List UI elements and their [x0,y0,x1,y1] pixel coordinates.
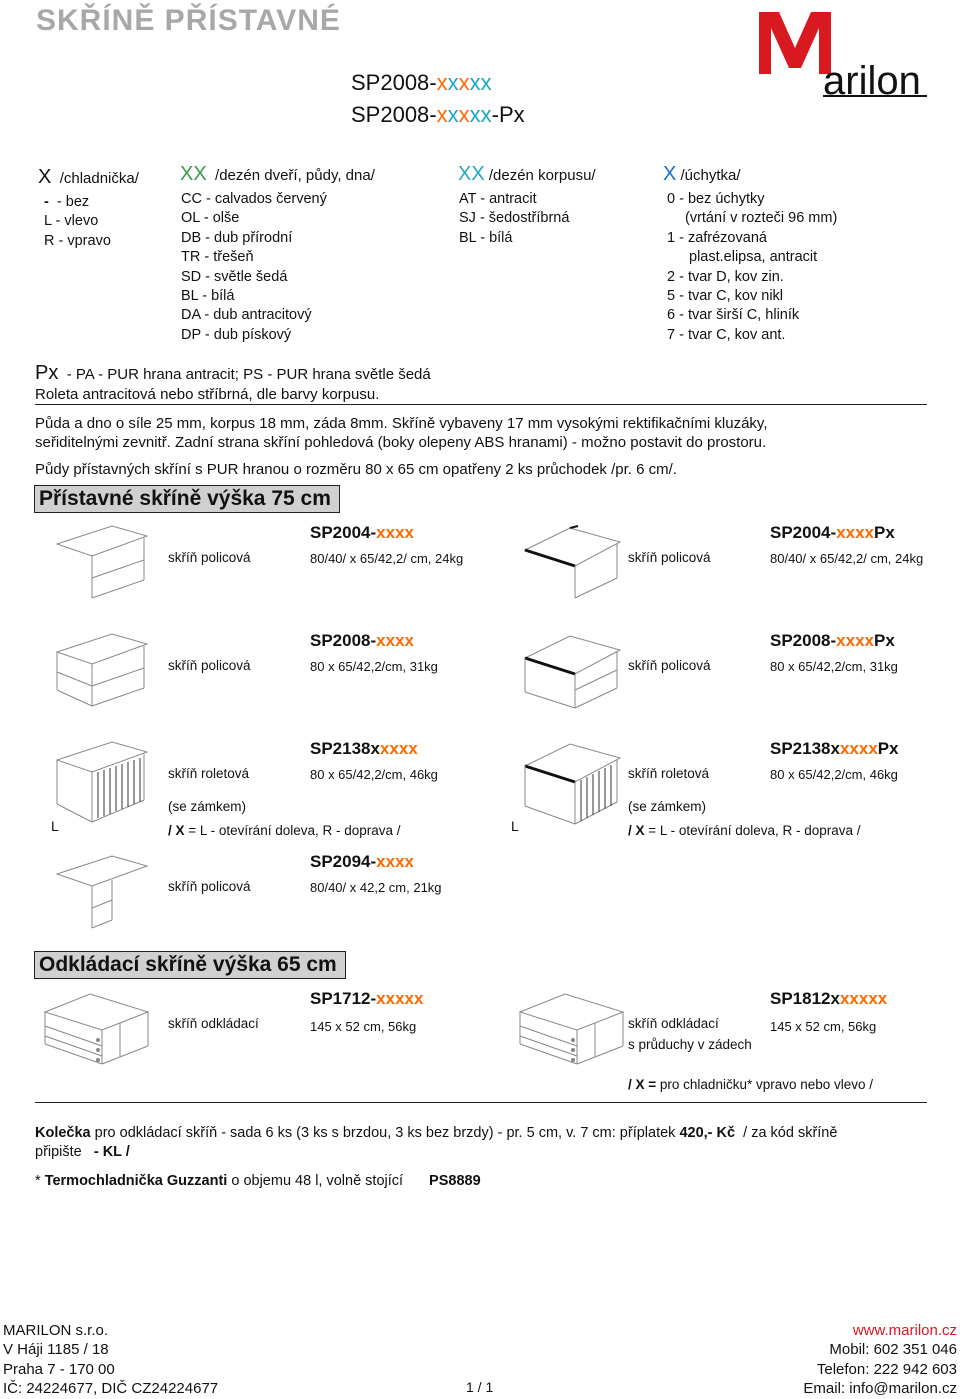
product-dims: 145 x 52 cm, 56kg [770,1019,877,1034]
note-1: Půda a dno o síle 25 mm, korpus 18 mm, záda 8mm. Skříně vybaveny 17 mm vysokými rektifikačními kluzáky, [35,415,768,432]
handle-options: 0 - bez úchytky (vrtání v rozteči 96 mm) 1 - zafrézovaná plast.elipsa, antracit 2 - tvar D, kov zin. 5 - tvar C, kov nikl 6 - tvar širší C, hliník 7 - tvar C, kov ant. [667,191,838,343]
px-note-line2: Roleta antracitová nebo stříbrná, dle barvy korpusu. [35,386,380,403]
product-type: skříň roletová [628,766,710,781]
product-dims: 145 x 52 cm, 56kg [310,1019,417,1034]
website-link[interactable]: www.marilon.cz [852,1322,957,1339]
fridge-note: / X = pro chladničku* vpravo nebo vlevo / [628,1077,874,1092]
fridge-options: - - bez L - vlevo R - vpravo [44,194,111,249]
email-link[interactable]: Email: info@marilon.cz [803,1380,957,1398]
model-code-2: SP2008-xxxxx-Px [351,102,525,127]
section-title-65: Odkládací skříně výška 65 cm [34,951,346,979]
product-type: skříň roletová [168,766,250,781]
product-dims: 80/40/ x 65/42,2/ cm, 24kg [310,551,464,566]
footer-contacts: www.marilon.cz Mobil: 602 351 046 Telefon: 222 942 603 Email: info@marilon.cz [803,1322,957,1398]
header-handle: X /úchytka/ [663,163,741,185]
product-type: skříň policová [628,658,711,673]
side-label: L [511,818,519,834]
marilon-logo [757,8,929,98]
cabinet-roller-px-drawing [520,738,630,828]
cabinet-open-drawing [52,522,152,602]
section-title-75: Přístavné skříně výška 75 cm [34,485,340,513]
footer-address: MARILON s.r.o. V Háji 1185 / 18 Praha 7 - 170 00 IČ: 24224677, DIČ CZ24224677 [3,1322,219,1398]
product-code: SP2138xxxxx [310,739,418,758]
sideboard-drawing [40,990,152,1070]
note-2: seřiditelnými zevnitř. Zadní strana skříní pohledová (boky olepeny ABS hranami) - možno postavit do prostoru. [35,434,767,451]
header-body-decor: XX /dezén korpusu/ [458,163,596,185]
cabinet-shelf-px-drawing [520,630,630,710]
product-code: SP1812xxxxxx [770,989,888,1008]
product-dims: 80/40/ x 65/42,2/ cm, 24kg [770,551,924,566]
product-code: SP1712-xxxxx [310,989,424,1008]
product-type-note: s průduchy v zádech [628,1037,752,1052]
product-dims: 80 x 65/42,2/cm, 46kg [310,767,438,782]
divider [35,404,927,405]
body-decor-options: AT - antracit SJ - šedostříbrná BL - bílá [459,191,570,246]
product-type: skříň policová [628,550,711,565]
product-code: SP2004-xxxx [310,523,414,542]
product-type: skříň policová [168,658,251,673]
cabinet-extension-drawing [52,852,152,932]
product-dims: 80 x 65/42,2/cm, 31kg [310,659,438,674]
cabinet-open-px-drawing [520,522,630,602]
product-code: SP2138xxxxxPx [770,739,899,758]
product-type: skříň odkládací [628,1016,719,1031]
product-type: skříň odkládací [168,1016,259,1031]
product-code: SP2008-xxxxPx [770,631,895,650]
page-title: SKŘÍNĚ PŘÍSTAVNÉ [36,4,341,37]
lock-note: (se zámkem) [628,799,707,814]
header-door-decor: XX /dezén dveří, půdy, dna/ [180,163,375,185]
cabinet-shelf-drawing [52,630,152,710]
opening-note: / X = L - otevírání doleva, R - doprava / [168,823,401,838]
product-type: skříň policová [168,550,251,565]
product-code: SP2008-xxxx [310,631,414,650]
thermo-note: * Termochladnička Guzzanti o objemu 48 l, volně stojící PS8889 [35,1173,481,1189]
product-dims: 80/40/ x 42,2 cm, 21kg [310,880,442,895]
note-3: Půdy přístavných skříní s PUR hranou o rozměru 80 x 65 cm opatřeny 2 ks průchodek /pr. 6 cm/. [35,461,677,478]
product-type: skříň policová [168,879,251,894]
divider [35,1102,927,1103]
px-note: Px - PA - PUR hrana antracit; PS - PUR hrana světle šedá [35,362,431,384]
product-code: SP2004-xxxxPx [770,523,895,542]
wheels-note: Kolečka pro odkládací skříň - sada 6 ks (3 ks s brzdou, 3 ks bez brzdy) - pr. 5 cm, v. 7 cm: příplatek 420,- Kč / za kód skříně připište - KL / [35,1125,838,1160]
header-fridge: X /chladnička/ [38,166,139,188]
product-dims: 80 x 65/42,2/cm, 46kg [770,767,898,782]
model-code-1: SP2008-xxxxx [351,70,492,95]
side-label: L [51,818,59,834]
cabinet-roller-drawing [52,738,152,828]
door-decor-options: CC - calvados červený OL - olše DB - dub přírodní TR - třešeň SD - světle šedá BL - bílá DA - dub antracitový DP - dub pískový [181,191,327,343]
product-code: SP2094-xxxx [310,852,414,871]
page-number: 1 / 1 [466,1379,494,1395]
svg-text:arilon: arilon [823,59,921,98]
sideboard-vented-drawing [515,990,627,1070]
product-dims: 80 x 65/42,2/cm, 31kg [770,659,898,674]
opening-note: / X = L - otevírání doleva, R - doprava / [628,823,861,838]
lock-note: (se zámkem) [168,799,247,814]
